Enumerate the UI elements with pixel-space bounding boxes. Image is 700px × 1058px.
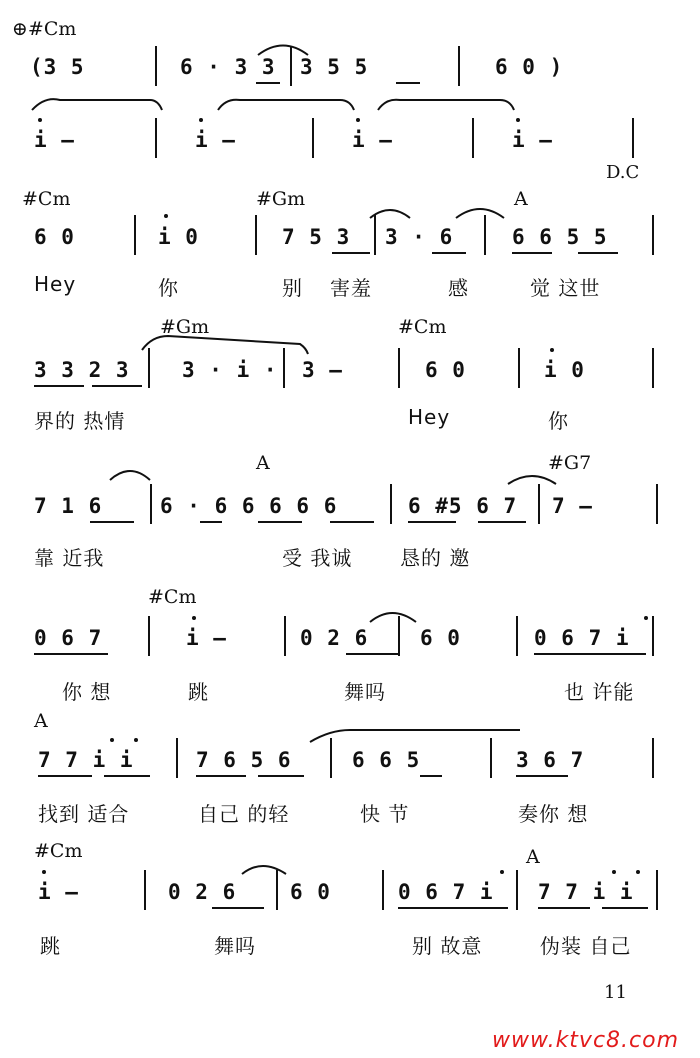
underline: [578, 252, 618, 254]
notes-l4-m2: 3 · i ·: [182, 358, 278, 382]
barline: [148, 616, 150, 656]
octave-dot: [516, 118, 520, 122]
barline: [516, 616, 518, 656]
notes-l3-m4: 3 · 6: [385, 225, 454, 249]
underline: [332, 252, 370, 254]
lyric: 跳: [40, 934, 61, 958]
notes-l2-m4: i –: [512, 128, 553, 152]
lyric: 自己 的轻: [198, 802, 290, 826]
notes-l6-m3: 0 2 6: [300, 626, 369, 650]
notes-l7-m1: 7 7 i i: [38, 748, 134, 772]
barline: [652, 348, 654, 388]
lyric: 你 想: [62, 680, 112, 704]
underline: [398, 907, 508, 909]
lyric: 觉 这世: [530, 276, 601, 300]
notes-l7-m3: 6 6 5: [352, 748, 421, 772]
chord: #Cm: [22, 188, 71, 210]
notes-l8-m1: i –: [38, 880, 79, 904]
octave-dot: [199, 118, 203, 122]
barline: [472, 118, 474, 158]
slur: [508, 476, 556, 484]
notes-l6-m5: 0 6 7 i: [534, 626, 630, 650]
notes-l2-m1: i –: [34, 128, 75, 152]
chord: A: [34, 710, 48, 732]
barline: [632, 118, 634, 158]
notes-l1-m1: (3 5: [30, 55, 85, 79]
lyric: 舞吗: [214, 934, 256, 958]
lyric: 也 许能: [564, 680, 635, 704]
notes-l1-m2: 6 · 3 3: [180, 55, 276, 79]
lyric: 靠 近我: [34, 546, 105, 570]
slur: [310, 730, 520, 742]
lyric: 伪装 自己: [540, 934, 632, 958]
barline: [390, 484, 392, 524]
underline: [420, 775, 442, 777]
barline: [144, 870, 146, 910]
underline: [104, 775, 150, 777]
lyric: 找到 适合: [38, 802, 130, 826]
notes-l8-m5: 7 7 i i: [538, 880, 634, 904]
underline: [396, 82, 420, 84]
chord: A: [256, 452, 270, 474]
barline: [516, 870, 518, 910]
chord: #Gm: [160, 316, 210, 338]
lyric: 你: [548, 409, 569, 433]
underline: [90, 521, 134, 523]
underline: [34, 385, 84, 387]
lyric: 跳: [188, 680, 209, 704]
notes-l2-m3: i –: [352, 128, 393, 152]
chord: #G7: [548, 452, 592, 474]
octave-dot: [134, 738, 138, 742]
slur: [110, 471, 150, 480]
octave-dot: [110, 738, 114, 742]
lyric: 感: [448, 276, 469, 300]
barline: [518, 348, 520, 388]
notes-l8-m2: 0 2 6: [168, 880, 237, 904]
octave-dot: [550, 348, 554, 352]
underline: [538, 907, 590, 909]
barline: [398, 348, 400, 388]
barline: [150, 484, 152, 524]
lyric: 受 我诚: [282, 546, 353, 570]
lyric: Hey: [34, 272, 77, 296]
lyric: 恳的 邀: [400, 546, 471, 570]
lyric: 别: [282, 276, 303, 300]
slur: [370, 613, 416, 622]
barline: [330, 738, 332, 778]
notes-l2-m2: i –: [195, 128, 236, 152]
octave-dot: [636, 870, 640, 874]
slur: [456, 209, 504, 218]
slur: [32, 99, 162, 110]
underline: [34, 653, 108, 655]
barline: [656, 870, 658, 910]
barline: [458, 46, 460, 86]
barline: [382, 870, 384, 910]
notes-l5-m4: 7 –: [552, 494, 593, 518]
underline: [258, 521, 302, 523]
chord: A: [514, 188, 528, 210]
barline: [155, 118, 157, 158]
watermark-link[interactable]: www.ktvc8.com: [492, 1028, 680, 1053]
underline: [478, 521, 526, 523]
octave-dot: [612, 870, 616, 874]
underline: [432, 252, 466, 254]
notes-l5-m1: 7 1 6: [34, 494, 103, 518]
underline: [92, 385, 142, 387]
octave-dot: [38, 118, 42, 122]
barline: [155, 46, 157, 86]
barline: [652, 738, 654, 778]
barline: [656, 484, 658, 524]
notes-l6-m1: 0 6 7: [34, 626, 103, 650]
notes-l6-m4: 6 0: [420, 626, 461, 650]
page-number: 11: [604, 982, 627, 1003]
barline: [312, 118, 314, 158]
barline: [176, 738, 178, 778]
barline: [255, 215, 257, 255]
lyric: 界的 热情: [34, 409, 126, 433]
underline: [346, 653, 398, 655]
underline: [408, 521, 456, 523]
chord: #Cm: [398, 316, 447, 338]
notes-l7-m4: 3 6 7: [516, 748, 585, 772]
underline: [256, 82, 280, 84]
underline: [196, 775, 246, 777]
barline: [484, 215, 486, 255]
chord: A: [526, 846, 540, 868]
underline: [534, 653, 646, 655]
barline: [652, 616, 654, 656]
barline: [490, 738, 492, 778]
notes-l3-m5: 6 6 5 5: [512, 225, 608, 249]
notes-l8-m3: 6 0: [290, 880, 331, 904]
lyric: 快 节: [360, 802, 410, 826]
barline: [398, 616, 400, 656]
chord: #Cm: [34, 840, 83, 862]
lyric: 害羞: [330, 276, 372, 300]
chord: #Gm: [256, 188, 306, 210]
notes-l6-m2: i –: [186, 626, 227, 650]
barline: [276, 870, 278, 910]
barline: [652, 215, 654, 255]
slur: [370, 210, 410, 218]
lyric: 舞吗: [344, 680, 386, 704]
lyric: Hey: [408, 405, 451, 429]
underline: [38, 775, 92, 777]
notes-l5-m2: 6 · 6 6 6 6 6: [160, 494, 338, 518]
underline: [330, 521, 374, 523]
notes-l3-m3: 7 5 3: [282, 225, 351, 249]
underline: [516, 775, 568, 777]
barline: [374, 215, 376, 255]
slur: [258, 46, 308, 56]
notes-l5-m3: 6 #5 6 7: [408, 494, 518, 518]
octave-dot: [192, 616, 196, 620]
notes-l4-m4: 6 0: [425, 358, 466, 382]
underline: [258, 775, 304, 777]
notes-l4-m1: 3 3 2 3: [34, 358, 130, 382]
notes-l1-m3: 3 5 5: [300, 55, 369, 79]
barline: [538, 484, 540, 524]
notes-l8-m4: 0 6 7 i: [398, 880, 494, 904]
octave-dot: [356, 118, 360, 122]
notes-l3-m2: i 0: [158, 225, 199, 249]
lyric: 别 故意: [412, 934, 483, 958]
barline: [290, 46, 292, 86]
lyric: 你: [158, 276, 179, 300]
octave-dot: [500, 870, 504, 874]
octave-dot: [42, 870, 46, 874]
slur: [378, 100, 514, 110]
segno-chord: ⊕#Cm: [12, 18, 77, 40]
barline: [284, 616, 286, 656]
barline: [283, 348, 285, 388]
octave-dot: [164, 214, 168, 218]
dc-label: D.C: [606, 162, 640, 183]
notes-l1-m4: 6 0 ): [495, 55, 564, 79]
slur: [218, 100, 354, 110]
octave-dot: [644, 616, 648, 620]
underline: [212, 907, 264, 909]
slur: [242, 866, 286, 874]
notes-l7-m2: 7 6 5 6: [196, 748, 292, 772]
underline: [602, 907, 648, 909]
lyric: 奏你 想: [518, 802, 589, 826]
barline: [134, 215, 136, 255]
underline: [200, 521, 222, 523]
barline: [148, 348, 150, 388]
notes-l3-m1: 6 0: [34, 225, 75, 249]
underline: [512, 252, 552, 254]
notes-l4-m3: 3 –: [302, 358, 343, 382]
notes-l4-m5: i 0: [544, 358, 585, 382]
chord: #Cm: [148, 586, 197, 608]
